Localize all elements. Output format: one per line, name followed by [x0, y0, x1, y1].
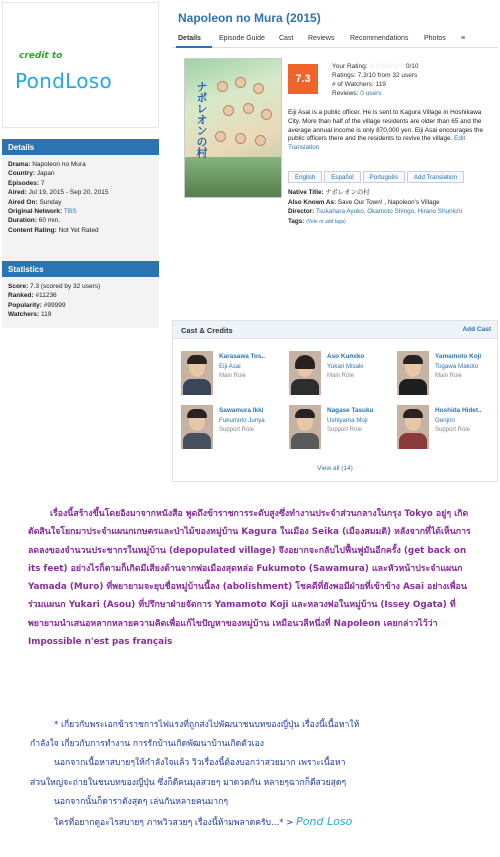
tab-details[interactable]: Details	[178, 35, 201, 42]
character-name[interactable]: Yukari Misaki	[327, 363, 364, 370]
tab-recommendations[interactable]: Recommendations	[350, 35, 409, 42]
watchers-count: # of Watchers: 119	[332, 81, 386, 88]
vote-tags-link[interactable]: (Vote or add tags)	[306, 218, 346, 225]
detail-row-content-rating: Content Rating: Not Yet Rated	[8, 226, 99, 234]
edit-translation-link[interactable]: Edit Translation	[288, 135, 466, 152]
director-row: Director: Tsukahara Ayuko, Okamoto Shingo, Hirano Shunichi	[288, 208, 463, 216]
actor-photo[interactable]	[181, 405, 213, 449]
director-links[interactable]: Tsukahara Ayuko, Okamoto Shingo, Hirano Shunichi	[315, 208, 463, 216]
poster-people-illustration	[213, 75, 275, 155]
details-panel	[2, 139, 159, 272]
review-line: นอกจากเนื้อหาสบายๆให้กำลังใจแล้ว วิวเรื่องนี้ต้องบอกว่าสวยมาก เพราะเนื้อหา	[54, 758, 346, 769]
detail-row-episodes: Episodes: 7	[8, 179, 45, 187]
actor-photo[interactable]	[397, 351, 429, 395]
tags-row: Tags: (Vote or add tags)	[288, 217, 346, 225]
stat-row-ranked: Ranked: #11236	[8, 292, 57, 300]
rating-info	[332, 62, 418, 98]
rating-stars-icon[interactable]: ☆☆☆☆☆☆	[369, 63, 405, 70]
cast-credits-panel	[172, 320, 498, 482]
poster-image	[184, 58, 282, 198]
stat-row-popularity: Popularity: #99999	[8, 301, 66, 309]
actor-name[interactable]: Yamamoto Koji	[435, 353, 482, 360]
role-type: Main Role	[219, 373, 247, 379]
aka-row: Also Known As: Save Our Town! , Napoleon's Village	[288, 198, 440, 206]
actor-name[interactable]: Hoshida Hidet..	[435, 407, 482, 414]
detail-row-duration: Duration: 60 min.	[8, 217, 61, 225]
poster-ground	[185, 157, 281, 197]
actor-photo[interactable]	[181, 351, 213, 395]
actor-name[interactable]: Karasawa Tos..	[219, 353, 266, 360]
credit-to-label: credit to	[19, 51, 63, 61]
credit-name-logo: PondLoso	[15, 69, 113, 93]
lang-english-button[interactable]: English	[288, 171, 322, 183]
tab-reviews[interactable]: Reviews	[308, 35, 335, 42]
detail-row-aired: Aired: Jul 19, 2015 - Sep 20, 2015	[8, 189, 109, 197]
actor-name[interactable]: Aso Kumiko	[327, 353, 365, 360]
role-type: Support Role	[435, 427, 471, 433]
character-name[interactable]: Togawa Makoto	[435, 363, 479, 370]
character-name[interactable]: Genjiro	[435, 417, 455, 424]
cast-item[interactable]	[397, 405, 500, 451]
cast-header	[173, 321, 497, 339]
tab-stats-icon[interactable]: ≡	[461, 35, 466, 42]
cast-item[interactable]	[181, 351, 285, 397]
reviews-count: Reviews: 0 users	[332, 90, 382, 97]
show-main-panel	[172, 2, 498, 248]
your-rating: Your Rating: ☆☆☆☆☆☆ 0/10	[332, 63, 419, 70]
detail-row-country: Country: Japan	[8, 170, 55, 178]
detail-row-aired-on: Aired On: Sunday	[8, 198, 62, 206]
cast-item[interactable]	[289, 405, 393, 451]
character-name[interactable]: Ushiyama Moji	[327, 417, 368, 424]
review-line: กำลังใจ เกี่ยวกับการทำงาน การรักบ้านเกิดพัฒนาบ้านเกิดตัวเอง	[30, 739, 264, 750]
add-cast-link[interactable]: Add Cast	[462, 326, 491, 333]
cast-item[interactable]	[181, 405, 285, 451]
stat-row-score: Score: 7.3 (scored by 32 users)	[8, 283, 101, 290]
native-title-row: Native Title: ナポレオンの村	[288, 189, 370, 196]
actor-name[interactable]: Nagase Tasuku	[327, 407, 374, 414]
thai-review-paragraph	[30, 716, 476, 833]
tab-cast[interactable]: Cast	[279, 35, 294, 42]
cast-item[interactable]	[289, 351, 393, 397]
add-translation-button[interactable]: Add Translation	[407, 171, 464, 183]
tab-bar	[172, 32, 498, 48]
language-buttons	[288, 171, 466, 183]
details-list	[2, 155, 159, 240]
role-type: Main Role	[435, 373, 463, 379]
credit-watermark	[2, 2, 159, 128]
reviews-link[interactable]: 0 users	[360, 90, 382, 97]
stat-row-watchers: Watchers: 119	[8, 311, 52, 319]
role-type: Main Role	[327, 373, 355, 379]
character-name[interactable]: Fukumoto Junya	[219, 417, 265, 424]
lang-portugues-button[interactable]: Português	[363, 171, 405, 183]
tab-photos[interactable]: Photos	[424, 35, 446, 42]
statistics-list	[2, 277, 159, 325]
detail-row-drama: Drama: Napoleon no Mura	[8, 161, 86, 168]
network-link[interactable]: TBS	[63, 208, 77, 216]
signature: Pond Loso	[296, 815, 353, 829]
thai-summary-paragraph: เรื่องนี้สร้างขึ้นโดยอิงมาจากหนังสือ พูดถึงข้าราชการระดับสูงซึ่งทำงานประจำส่วนกลางในกรุง Tokyo อยู่ๆ เกิดตัดสินใจโยกมาประจำแผนกเกษตรและป่าไม้ของหมู่บ้าน Kagura ในเมือง Seika (เมืองสมมติ) หลังจากที่ได้เห็นการลดลงของจำนวนประชากรในหมู่บ้าน (depopulated village) จึงอยากจะกลับไปฟื้นฟูมันอีกครั้ง (get back on its feet) อย่างไรก็ตามก็เกิดมีเสียงต้านจากพ่อเมืองสุดหล่อ Fukumoto (Sawamura) และหัวหน้าประจำแผนก Yamada (Muro) ที่พยายามจะยุบชื่อหมู่บ้านนี้ลง (abolishment) โชคดีที่ยังพอมีฝ่ายที่เข้าข้าง Asai อย่างเพื่อนร่วมแผนก Yukari (Asou) ที่ปรึกษาฝ่ายจัดการ Yamamoto Koji และหลวงพ่อในหมู่บ้าน (Issey Ogata) ที่พยายามนำเสนอหลากหลายความคิดเพื่อแก้ไขปัญหาของหมู่บ้าน เหมือนวลีหนึ่งที่ Napoleon เคยกล่าวไว้ว่า Impossible n'est pas français	[28, 509, 471, 648]
review-line: ส่วนใหญ่จะถ่ายในชนบทของญี่ปุ่น ซึ่งก็ดีคนมุลสวยๆ มาดวดกัน หลายๆฉากก็ดีสวยสุดๆ	[30, 777, 347, 788]
details-panel-title: Details	[2, 139, 159, 155]
role-type: Support Role	[219, 427, 255, 433]
actor-name[interactable]: Sawamura Ikki	[219, 407, 264, 414]
character-name[interactable]: Eiji Asai	[219, 363, 241, 370]
page-title: Napoleon no Mura (2015)	[178, 11, 321, 25]
review-line: * เกี่ยวกับพระเอกข้าราชการไฟแรงที่ถูกส่งไปพัฒนาชนบทของญี่ปุ่น เรื่องนี้เนื้อหาให้	[54, 720, 360, 730]
role-type: Support Role	[327, 427, 363, 433]
actor-photo[interactable]	[397, 405, 429, 449]
statistics-panel-title: Statistics	[2, 261, 159, 277]
tab-episode-guide[interactable]: Episode Guide	[219, 35, 265, 42]
view-all-cast-link[interactable]: View all (14)	[317, 465, 353, 472]
actor-photo[interactable]	[289, 351, 321, 395]
actor-photo[interactable]	[289, 405, 321, 449]
lang-espanol-button[interactable]: Español	[324, 171, 360, 183]
detail-row-network: Original Network: TBS	[8, 208, 77, 216]
synopsis: Eiji Asai is a public officer. He is sent to Kagura Village in Hoshikawa City. More than half of the village residents are older than 65 and the average annual income is only 870,000 yen. Eiji Asai encourages the public officers there and the residents to revive the village. Edit Translation	[288, 109, 484, 152]
score-badge: 7.3	[288, 64, 318, 94]
poster-title-text: ナポレオンの村	[195, 81, 207, 158]
show-meta	[288, 188, 462, 227]
cast-title: Cast & Credits	[181, 326, 233, 335]
cast-item[interactable]	[397, 351, 500, 397]
review-line: นอกจากนั้นก็ดาราดังสุดๆ เล่นกันหลายคนมากๆ	[54, 796, 228, 807]
active-tab-indicator	[176, 46, 212, 48]
statistics-panel	[2, 261, 159, 328]
ratings-summary: Ratings: 7.3/10 from 32 users	[332, 72, 418, 79]
review-line: ใครที่อยากดูอะไรสบายๆ ภาพวิวสวยๆ เรื่องนี้ห้ามพลาดครับ...* > Pond Loso	[54, 815, 353, 829]
